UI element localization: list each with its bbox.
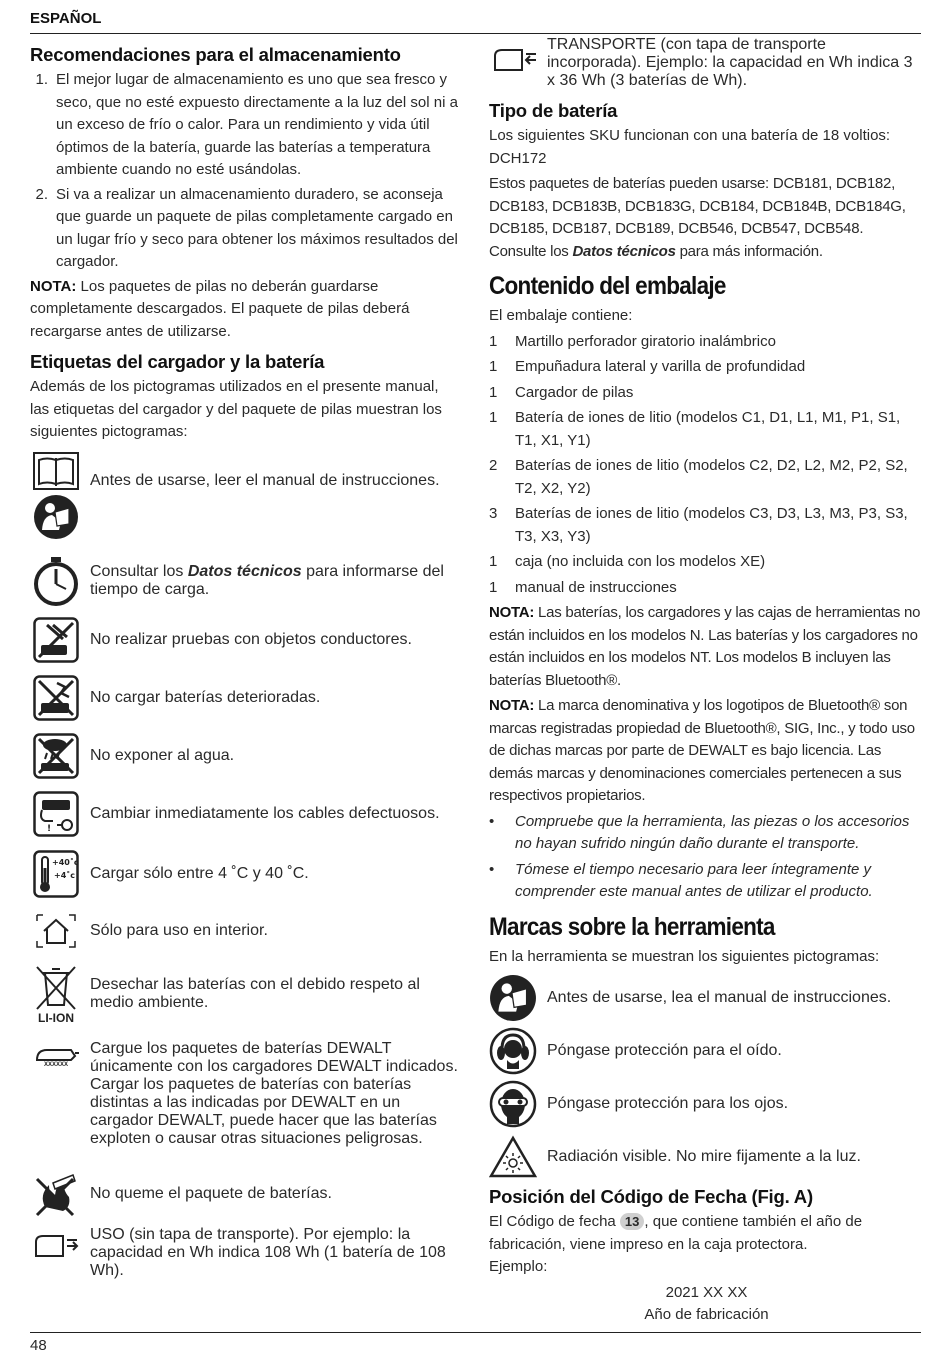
no-fire-icon — [33, 1171, 79, 1217]
list-item: • Compruebe que la herramienta, las piezas o los accesorios no hayan sufrido ningún daño durante el transporte. — [489, 812, 910, 852]
page-number: 48 — [30, 1337, 47, 1354]
contents-intro: El embalaje contiene: — [489, 307, 633, 324]
mark-read-manual: Antes de usarse, lea el manual de instrucciones. — [489, 973, 924, 1023]
no-water-icon — [33, 733, 79, 779]
storage-note: NOTA: Los paquetes de pilas no deberán guardarse completamente descargados. El paquete de pilas deberá recargarse antes de utilizarse. — [30, 277, 410, 340]
page-footer — [30, 1332, 921, 1354]
svg-text:+4˚c: +4˚c — [54, 870, 76, 880]
defective-cable-icon — [33, 791, 79, 837]
right-column — [489, 36, 924, 1327]
picto-recycle: LI-ION Desechar las baterías con el debido respeto al medio ambiente. — [30, 960, 460, 1028]
page-header — [30, 10, 921, 34]
contents-note-1: NOTA: Las baterías, los cargadores y las cajas de herramientas no están incluidos en los modelos N. Las baterías y los cargadores no están incluidos en los modelos NT. Los modelos B incluyen las baterías Bluetooth®. — [489, 604, 921, 689]
no-conductive-test-icon — [33, 617, 79, 663]
eye-protection-icon — [489, 1080, 537, 1128]
storage-heading: Recomendaciones para el almacenamiento — [30, 44, 401, 65]
picto-no-conductive: No realizar pruebas con objetos conductores. — [30, 616, 460, 664]
language-label: ESPAÑOL — [30, 10, 102, 27]
stopwatch-icon — [33, 556, 79, 606]
date-code-example-caption: Año de fabricación — [644, 1306, 769, 1323]
picto-no-water: No exponer al agua. — [30, 732, 460, 780]
date-code-example-label: Ejemplo: — [489, 1258, 548, 1275]
picto-charge-time: Consultar los Datos técnicos para informarse del tiempo de carga. — [30, 556, 460, 606]
contents-bullets — [489, 811, 924, 904]
svg-text:!: ! — [47, 823, 52, 834]
battery-use-icon — [33, 1232, 79, 1258]
callout-badge: 13 — [620, 1213, 644, 1230]
contents-note-2: NOTA: La marca denominativa y los logotipos de Bluetooth® son marcas registradas propiedad de Bluetooth®, SIG, Inc., y todo uso de dichas marcas por parte de DEWALT es bajo licencia. Las demás marcas y denominaciones comerciales pertenecen a sus respectivos propietarios. — [489, 697, 915, 804]
list-item: • Tómese el tiempo necesario para leer íntegramente y comprender este manual antes de utilizar el producto. — [489, 860, 873, 900]
battery-charger-icon — [33, 1046, 79, 1062]
picto-defective-cables: ! Cambiar inmediatamente los cables defectuosos. — [30, 790, 460, 838]
picto-no-burn: No queme el paquete de baterías. — [30, 1168, 460, 1220]
list-item: 1 caja (no incluida con los modelos XE) — [489, 553, 766, 570]
list-item: 1. El mejor lugar de almacenamiento es uno que sea fresco y seco, que no esté expuesto directamente a la luz del sol ni a un exceso de frío o calor. Para un rendimiento y vida útil óptimos de la batería, guarde las baterías a temperatura ambiente cuando no esté usándolas. — [35, 71, 458, 178]
thermometer-icon — [33, 850, 79, 898]
damaged-battery-icon — [33, 675, 79, 721]
date-code-example-value: 2021 XX XX — [665, 1283, 748, 1301]
indoor-house-icon — [33, 913, 79, 949]
mark-ear-protection: Póngase protección para el oído. — [489, 1026, 924, 1076]
contents-list — [489, 331, 924, 600]
list-item: 1 Batería de iones de litio (modelos C1, D1, L1, M1, P1, S1, T1, X1, Y1) — [489, 409, 901, 449]
battery-type-heading: Tipo de batería — [489, 100, 618, 121]
person-reading-icon — [33, 494, 79, 540]
ear-protection-icon — [489, 1027, 537, 1075]
list-item: 1 Empuñadura lateral y varilla de profundidad — [489, 358, 806, 375]
list-item: 1 Martillo perforador giratorio inalámbrico — [489, 332, 776, 350]
list-item: 3 Baterías de iones de litio (modelos C3, D3, L3, M3, P3, S3, T3, X3, Y3) — [489, 505, 908, 545]
labels-heading: Etiquetas del cargador y la batería — [30, 351, 325, 372]
marks-heading: Marcas sobre la herramienta — [489, 912, 775, 941]
storage-list — [30, 69, 460, 274]
list-item: 1 Cargador de pilas — [489, 383, 634, 401]
left-column — [30, 42, 460, 1280]
marks-intro: En la herramienta se muestran los siguientes pictogramas: — [489, 947, 880, 965]
picto-use: USO (sin tapa de transporte). Por ejemplo: la capacidad en Wh indica 108 Wh (1 batería de 108 Wh). — [30, 1226, 460, 1280]
list-item: 1 manual de instrucciones — [489, 578, 677, 596]
battery-type-p1: Los siguientes SKU funcionan con una batería de 18 voltios: DCH172 — [489, 127, 891, 167]
crossed-bin-icon — [33, 963, 79, 1011]
radiation-warning-icon — [489, 1135, 537, 1179]
battery-type-p2: Estos paquetes de baterías pueden usarse: DCB181, DCB182, DCB183, DCB183B, DCB183G, DCB184, DCB184B, DCB184G, DCB185, DCB187, DCB189, DCB546, DCB547, DCB548. Consulte los Datos técnicos para más información. — [489, 175, 906, 260]
person-reading-icon — [489, 974, 537, 1022]
battery-transport-icon — [492, 46, 538, 72]
mark-visible-radiation: Radiación visible. No mire fijamente a la luz. — [489, 1132, 924, 1182]
picto-temperature: +40˚c +4˚c Cargar sólo entre 4 ˚C y 40 ˚C. — [30, 848, 460, 900]
mark-eye-protection: Póngase protección para los ojos. — [489, 1079, 924, 1129]
liion-label: LI-ION — [38, 1010, 74, 1025]
picto-no-damaged: No cargar baterías deterioradas. — [30, 674, 460, 722]
svg-text:+40˚c: +40˚c — [52, 857, 79, 867]
picto-dewalt-only: XXXXXX Cargue los paquetes de baterías DEWALT únicamente con los cargadores DEWALT indicados. Cargar los paquetes de baterías con baterías distintas a las indicadas por DEWALT en un cargador DEWALT, puede hacer que las baterías exploten o causar otras situaciones peligrosas. — [30, 1040, 460, 1148]
picto-transport: TRANSPORTE (con tapa de transporte incorporada). Ejemplo: la capacidad en Wh indica 3 x 36 Wh (3 baterías de Wh). — [489, 36, 924, 90]
picto-read-manual: Antes de usarse, leer el manual de instrucciones. — [30, 452, 460, 540]
date-code-text: El Código de fecha 13 , que contiene también el año de fabricación, viene impreso en la caja protectora. — [489, 1213, 863, 1253]
contents-heading: Contenido del embalaje — [489, 272, 726, 300]
list-item: 2 Baterías de iones de litio (modelos C2, D2, L2, M2, P2, S2, T2, X2, Y2) — [489, 457, 908, 497]
date-code-heading: Posición del Código de Fecha (Fig. A) — [489, 1186, 813, 1207]
picto-indoor: Sólo para uso en interior. — [30, 910, 460, 952]
open-book-icon — [33, 452, 79, 490]
labels-intro: Además de los pictogramas utilizados en el presente manual, las etiquetas del cargador y del paquete de pilas muestran los siguientes pictogramas: — [30, 378, 442, 440]
list-item: 2. Si va a realizar un almacenamiento duradero, se aconseja que guarde un paquete de pilas completamente cargado en un lugar frío y seco para obtener los máximos resultados del cargador. — [35, 185, 458, 270]
